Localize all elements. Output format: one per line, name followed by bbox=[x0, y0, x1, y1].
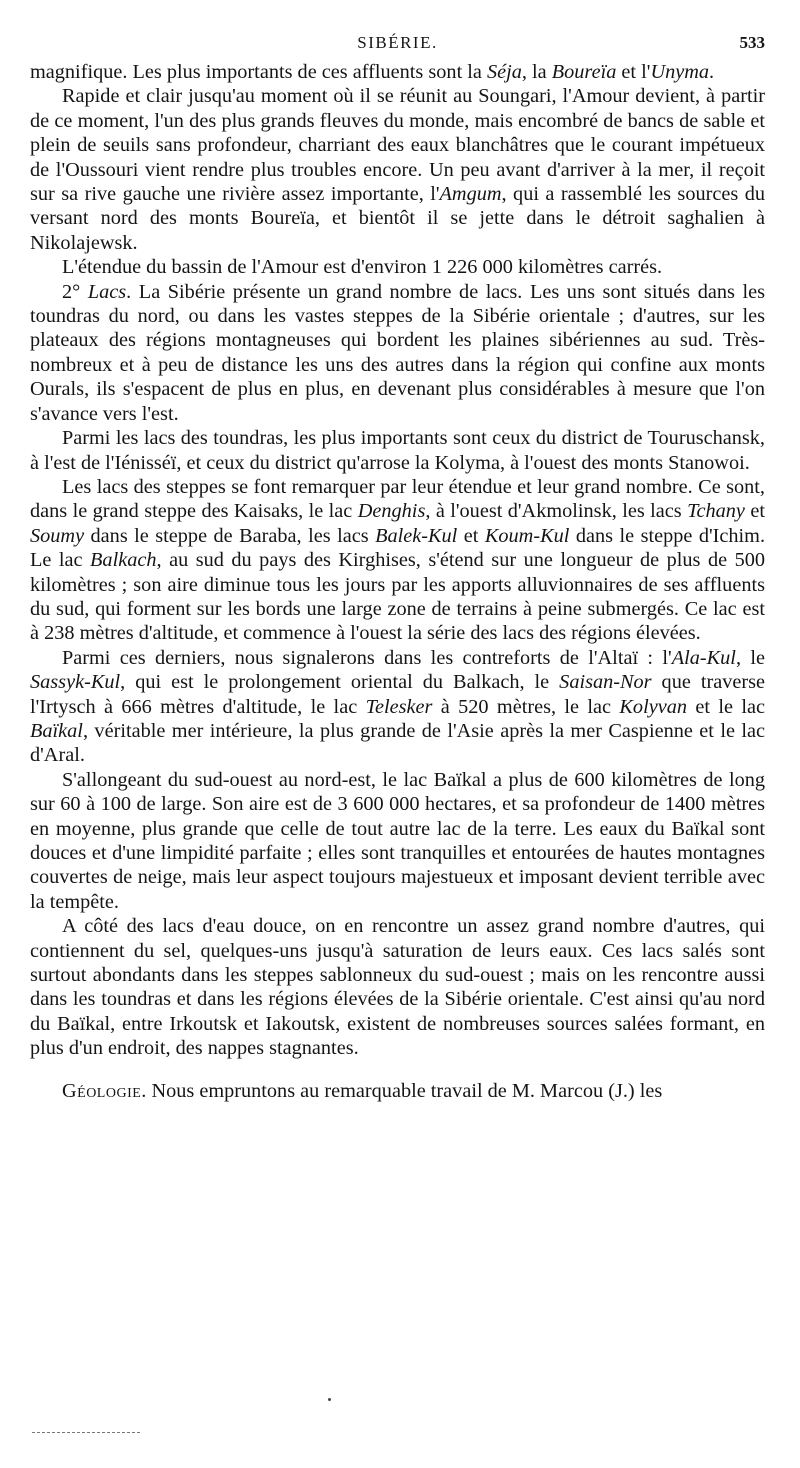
paragraph bbox=[30, 60, 765, 84]
italic-term: Séja bbox=[486, 61, 522, 83]
italic-term: Boureïa bbox=[551, 61, 617, 83]
text-run: dans le steppe de Baraba, les lacs bbox=[84, 524, 376, 547]
paragraph bbox=[30, 914, 765, 1060]
text-run: Parmi ces derniers, nous signalerons dans les contreforts de l'Altaï : l' bbox=[62, 646, 672, 669]
page-number: 533 bbox=[739, 33, 765, 52]
text-run: et bbox=[457, 524, 485, 547]
text-run: , véritable mer intérieure, la plus grande de l'Asie après la mer Caspienne et le lac d'Aral. bbox=[30, 719, 765, 767]
italic-term: Soumy bbox=[30, 524, 85, 547]
text-run: que traverse l'Irtysch à 666 mètres d'altitude, le lac bbox=[30, 671, 766, 718]
italic-term: Amgum bbox=[439, 183, 502, 206]
text-run: et le lac bbox=[687, 695, 765, 718]
text-run: , qui est le prolongement oriental du Balkach, le bbox=[120, 671, 560, 694]
italic-term: Balkach bbox=[90, 549, 157, 572]
italic-term: Saisan-Nor bbox=[559, 671, 652, 694]
text-run: magnifique. Les plus importants de ces affluents sont la bbox=[30, 61, 487, 83]
text-run: . bbox=[709, 61, 715, 83]
italic-term: Koum-Kul bbox=[484, 524, 570, 547]
paragraph bbox=[30, 768, 765, 914]
italic-term: Denghis bbox=[357, 500, 426, 523]
paragraph bbox=[30, 646, 765, 768]
text-run: , au sud du pays des Kirghises, s'étend sur une longueur de plus de 500 kilomètres ; son aire diminue tous les jours par les apports alluvionnaires de ses affluents du sud, qui forment sur les bords une large zone de terrains à peine submergés. Ce lac est à 238 mètres d'altitude, et commence à l'ouest la série des lacs des régions élevées. bbox=[30, 549, 766, 645]
text-run: A côté des lacs d'eau douce, on en rencontre un assez grand nombre d'autres, qui contiennent du sel, quelques-uns jusqu'à saturation de leurs eaux. Ces lacs salés sont surtout abondants dans les steppes sablonneux du sud-ouest ; mais on les rencontre aussi dans les toundras et dans les régions élevées de la Sibérie orientale. C'est ainsi qu'au nord du Baïkal, entre Irkoutsk et Iakoutsk, existent de nombreuses sources salées formant, en plus d'un endroit, des nappes stagnantes. bbox=[30, 915, 765, 1060]
italic-term: Lacs bbox=[87, 280, 127, 303]
text-run: Rapide et clair jusqu'au moment où il se réunit au Soungari, l'Amour devient, à partir de ce moment, l'un des plus grands fleuves du monde, mais encombré de bancs de sable et plein de seuils sans profondeur, charriant des eaux blanchâtres que le courant impétueux de l'Oussouri vient rendre plus troubles encore. Un peu avant d'arriver à la mer, il reçoit sur sa rive gauche une rivière assez importante, l' bbox=[30, 85, 765, 206]
paragraph bbox=[30, 255, 765, 279]
italic-term: Sassyk-Kul bbox=[30, 671, 121, 694]
text-run: S'allongeant du sud-ouest au nord-est, le lac Baïkal a plus de 600 kilomètres de long sur 60 à 100 de large. Son aire est de 3 600 000 hectares, et sa profondeur de 1400 mètres en moyenne, plus grande que celle de tout autre lac de la terre. Les eaux du Baïkal sont douces et d'une limpidité parfaite ; elles sont tranquilles et entourées de hautes montagnes couvertes de neige, mais leur aspect toujours majestueux et imposant devient terrible avec la tempête. bbox=[30, 768, 765, 913]
paragraph bbox=[30, 280, 765, 426]
italic-term: Ala-Kul bbox=[671, 646, 736, 669]
running-head: SIBÉRIE. bbox=[357, 33, 438, 52]
text-run: L'étendue du bassin de l'Amour est d'environ 1 226 000 kilomètres carrés. bbox=[62, 256, 663, 279]
text-run: 2° bbox=[62, 280, 88, 303]
italic-term: Baïkal bbox=[30, 719, 83, 742]
page-header bbox=[30, 33, 765, 57]
paragraph bbox=[30, 426, 765, 475]
text-run: Parmi les lacs des toundras, les plus importants sont ceux du district de Touruschansk, à l'est de l'Iénisséï, et ceux du district qu'arrose la Kolyma, à l'ouest des monts Stanowoi. bbox=[30, 427, 765, 474]
paragraph bbox=[30, 84, 765, 255]
paragraph bbox=[30, 1079, 765, 1103]
italic-term: Kolyvan bbox=[619, 695, 687, 718]
section-heading: Géologie bbox=[62, 1079, 142, 1102]
text-run: et bbox=[744, 500, 765, 523]
text-run: . La Sibérie présente un grand nombre de lacs. Les uns sont situés dans les toundras du nord, ou dans les vastes steppes de la Sibérie orientale ; d'autres, sur les plateaux des régions montagneuses qui bordent les plaines sibériennes au sud. Très-nombreux et à peu de distance les uns des autres dans la région qui confine aux monts Ourals, ils s'espacent de plus en plus, en devenant plus considérables à mesure que l'on s'avance vers l'est. bbox=[30, 280, 765, 425]
italic-term: Telesker bbox=[365, 695, 433, 718]
body-text bbox=[30, 60, 765, 1103]
text-run: à 520 mètres, le lac bbox=[432, 695, 620, 718]
text-run: , à l'ouest d'Akmolinsk, les lacs bbox=[425, 500, 688, 523]
italic-term: Unyma bbox=[650, 61, 710, 83]
text-run: dans le steppe d'Ichim. Le lac bbox=[30, 524, 766, 572]
text-run: Les lacs des steppes se font remarquer par leur étendue et leur grand nombre. Ce sont, dans le grand steppe des Kaisaks, le lac bbox=[30, 475, 765, 523]
paragraph bbox=[30, 475, 765, 646]
text-run: , le bbox=[735, 646, 766, 669]
text-run: , qui a rassemblé les sources du versant nord des monts Boureïa, et bientôt il se jette dans le détroit saghalien à Nikolajewsk. bbox=[30, 183, 765, 254]
italic-term: Tchany bbox=[687, 500, 745, 523]
text-run: . Nous empruntons au remarquable travail de M. Marcou (J.) les bbox=[141, 1079, 663, 1102]
italic-term: Balek-Kul bbox=[375, 524, 458, 547]
text-run: , la bbox=[521, 61, 552, 83]
footer-rule bbox=[32, 1432, 140, 1433]
ink-speck bbox=[328, 1398, 331, 1401]
text-run: et l' bbox=[616, 61, 651, 83]
